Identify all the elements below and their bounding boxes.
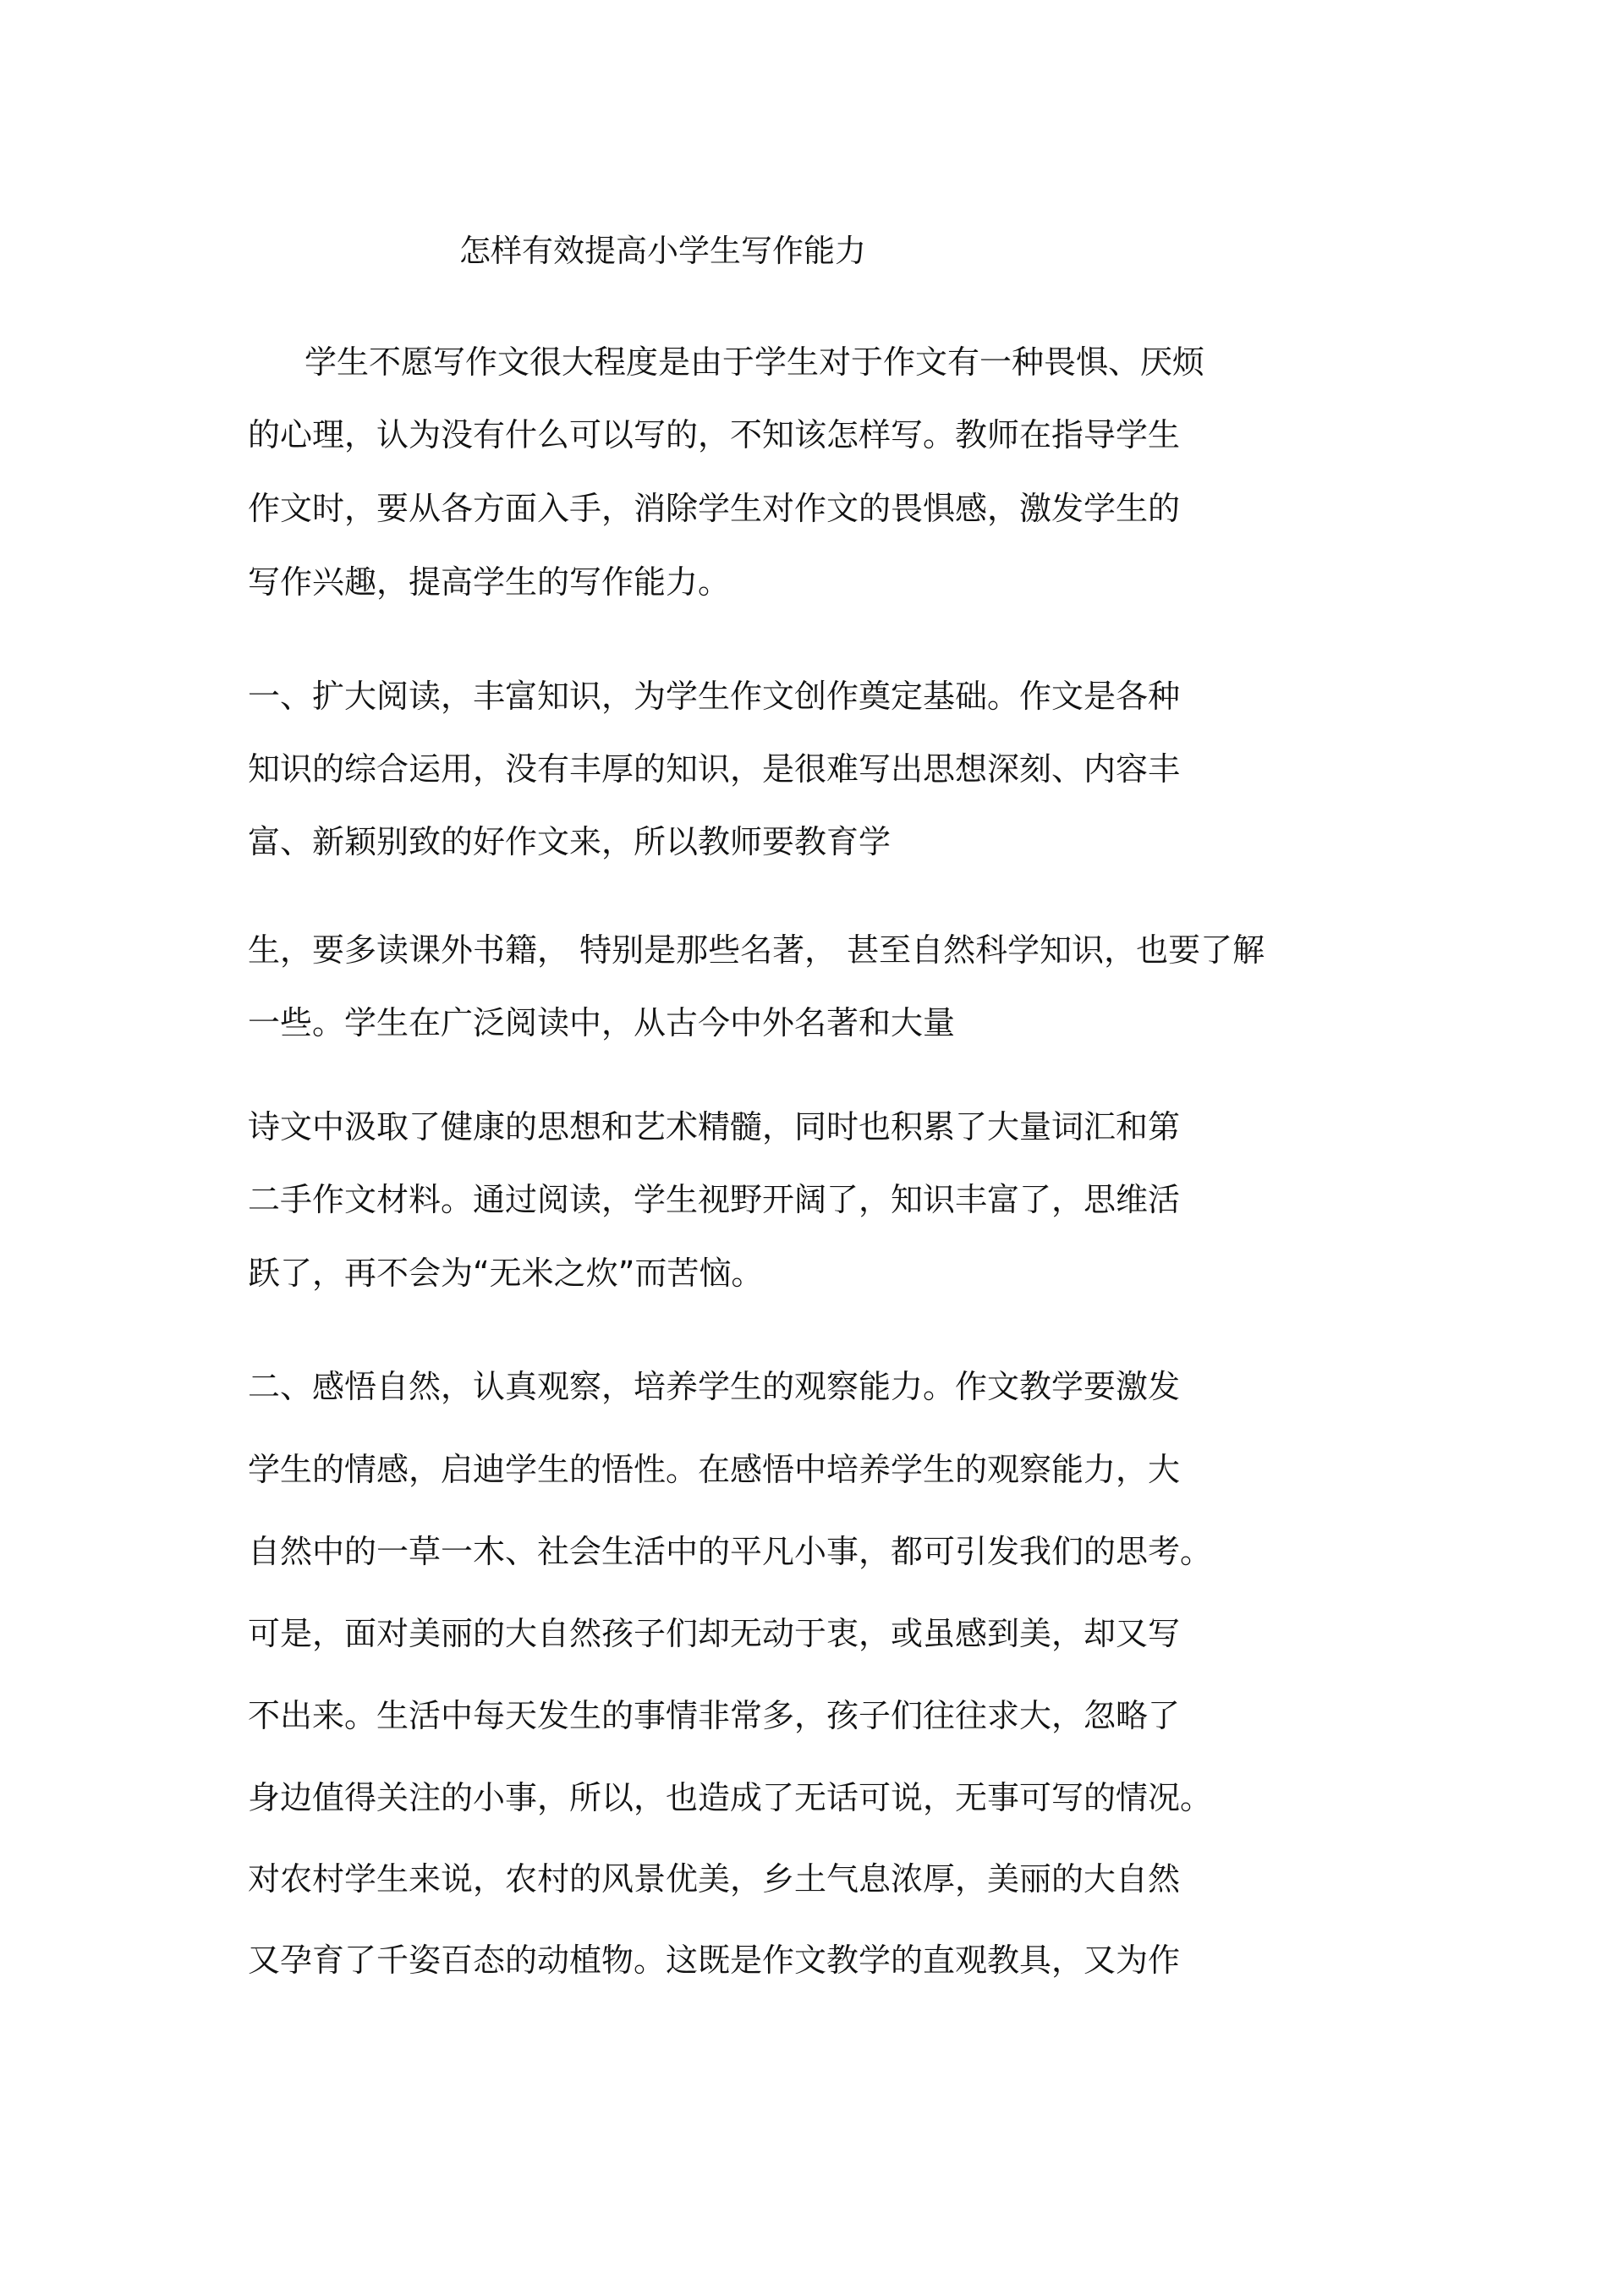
paragraph-line-7: 富、新颖别致的好作文来，所以教师要教育学: [248, 823, 892, 860]
paragraph-line-17: 不出来。生活中每天发生的事情非常多，孩子们往往求大，忽略了: [248, 1697, 1181, 1734]
paragraph-line-14: 学生的情感，启迪学生的悟性。在感悟中培养学生的观察能力，大: [248, 1451, 1181, 1488]
paragraph-line-19: 对农村学生来说，农村的风景优美，乡土气息浓厚，美丽的大自然: [248, 1860, 1181, 1898]
paragraph-line-12: 跃了，再不会为“无米之炊”而苦恼。: [248, 1255, 764, 1292]
paragraph-line-18: 身边值得关注的小事，所以，也造成了无话可说，无事可写的情况。: [248, 1779, 1213, 1816]
paragraph-line-3: 作文时，要从各方面入手，消除学生对作文的畏惧感，激发学生的: [248, 490, 1181, 527]
paragraph-line-4: 写作兴趣，提高学生的写作能力。: [248, 563, 731, 601]
paragraph-line-8: 生，要多读课外书籍， 特别是那些名著， 甚至自然科学知识，也要了解: [248, 931, 1265, 969]
paragraph-line-9: 一些。学生在广泛阅读中，从古今中外名著和大量: [248, 1004, 956, 1041]
paragraph-line-16: 可是，面对美丽的大自然孩子们却无动于衷，或虽感到美，却又写: [248, 1615, 1181, 1652]
paragraph-line-20: 又孕育了千姿百态的动植物。这既是作文教学的直观教具，又为作: [248, 1942, 1181, 1979]
paragraph-line-6: 知识的综合运用，没有丰厚的知识，是很难写出思想深刻、内容丰: [248, 750, 1181, 788]
paragraph-line-13: 二、感悟自然，认真观察，培养学生的观察能力。作文教学要激发: [248, 1368, 1181, 1405]
paragraph-line-5: 一、扩大阅读，丰富知识，为学生作文创作奠定基础。作文是各种: [248, 678, 1181, 715]
paragraph-line-11: 二手作文材料。通过阅读，学生视野开阔了，知识丰富了，思维活: [248, 1181, 1181, 1218]
document-title: 怎样有效提高小学生写作能力: [459, 233, 866, 269]
paragraph-line-15: 自然中的一草一木、社会生活中的平凡小事，都可引发我们的思考。: [248, 1533, 1213, 1570]
paragraph-line-1: 学生不愿写作文很大程度是由于学生对于作文有一种畏惧、厌烦: [304, 343, 1205, 381]
paragraph-line-2: 的心理，认为没有什么可以写的，不知该怎样写。教师在指导学生: [248, 416, 1181, 453]
paragraph-line-10: 诗文中汲取了健康的思想和艺术精髓，同时也积累了大量词汇和第: [248, 1108, 1181, 1145]
